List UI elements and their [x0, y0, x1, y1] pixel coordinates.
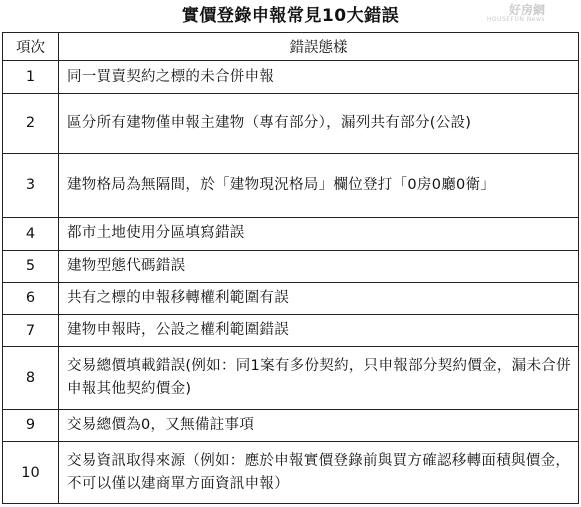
- table-row: [3, 347, 579, 410]
- table-row: [3, 250, 579, 282]
- watermark-main: 好房網: [508, 3, 545, 17]
- row-number: 8: [3, 347, 59, 410]
- table-row: [3, 153, 579, 217]
- row-number: 9: [3, 409, 59, 441]
- row-number: 2: [3, 94, 59, 154]
- table-row: [3, 315, 579, 347]
- table-row: [3, 94, 579, 154]
- row-number: 6: [3, 282, 59, 314]
- row-description: 交易資訊取得來源（例如：應於申報實價登錄前與買方確認移轉面積與價金，不可以僅以建商單方面資訊申報）: [59, 442, 579, 504]
- table-row: [3, 409, 579, 441]
- table-row: [3, 442, 579, 504]
- row-number: 5: [3, 250, 59, 282]
- table-row: [3, 217, 579, 250]
- errors-table: [2, 32, 579, 504]
- row-description: 交易總價填載錯誤(例如：同1案有多份契約，只申報部分契約價金，漏未合併申報其他契約價金): [59, 347, 579, 410]
- row-description: 區分所有建物僅申報主建物（專有部分），漏列共有部分(公設): [59, 94, 579, 154]
- row-number: 1: [3, 61, 59, 94]
- table-header-row: [3, 33, 579, 61]
- row-description: 交易總價為0，又無備註事項: [59, 409, 579, 441]
- watermark-logo: [487, 4, 545, 23]
- table-row: [3, 61, 579, 94]
- row-number: 10: [3, 442, 59, 504]
- row-description: 共有之標的申報移轉權利範圍有誤: [59, 282, 579, 314]
- row-description: 建物申報時，公設之權利範圍錯誤: [59, 315, 579, 347]
- header-error-type: 錯誤態樣: [59, 33, 579, 61]
- row-number: 4: [3, 217, 59, 250]
- row-description: 同一買賣契約之標的未合併申報: [59, 61, 579, 94]
- row-description: 建物格局為無隔間，於「建物現況格局」欄位登打「0房0廳0衛」: [59, 153, 579, 217]
- row-description: 都市土地使用分區填寫錯誤: [59, 217, 579, 250]
- header-item-number: 項次: [3, 33, 59, 61]
- row-number: 3: [3, 153, 59, 217]
- watermark-sub: HOUSEFUN News: [486, 16, 545, 23]
- row-number: 7: [3, 315, 59, 347]
- page-title: 實價登錄申報常見10大錯誤: [181, 6, 400, 26]
- table-row: [3, 282, 579, 314]
- row-description: 建物型態代碼錯誤: [59, 250, 579, 282]
